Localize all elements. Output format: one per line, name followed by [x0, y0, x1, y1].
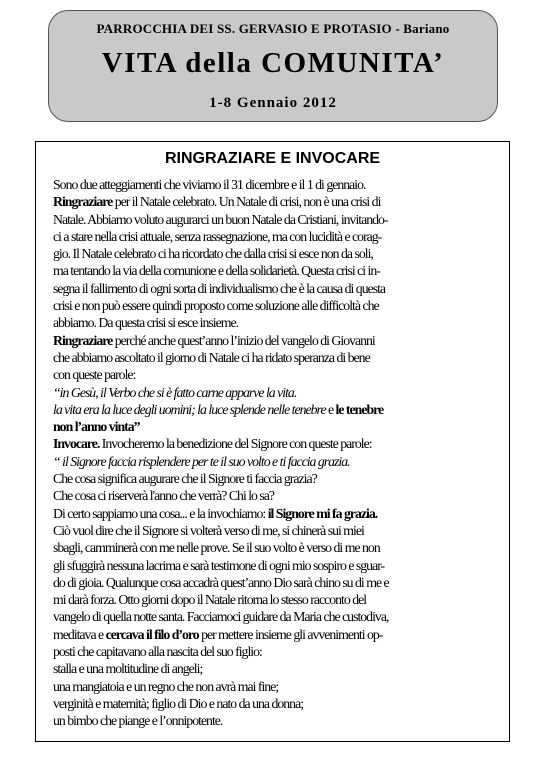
text-line [53, 332, 511, 349]
text-run: un bimbo che piange e l’onnipotente. [53, 713, 223, 729]
text-line [53, 574, 511, 591]
bold-text: il Signore mi fa grazia. [267, 505, 378, 521]
text-line [53, 487, 511, 504]
text-line [53, 314, 511, 331]
text-run: e [325, 401, 336, 417]
text-run: vangelo di quella notte santa. Facciamoci guidare da Maria che custodiva, [53, 609, 389, 625]
text-run: Ciò vuol dire che il Signore si volterà verso di me, si chinerà sui miei [53, 522, 364, 538]
text-run: gli sfuggirà nessuna lacrima e sarà testimone di ogni mio sospiro e sguar- [53, 557, 385, 573]
italic-text: “in Gesù, il Verbo che si è fatto carne apparve la vita. [53, 384, 297, 400]
masthead [48, 10, 498, 122]
text-run: una mangiatoia e un regno che non avrà mai fine; [53, 678, 279, 694]
text-run: mi darà forza. Otto giorni dopo il Natale ritorna lo stesso racconto del [53, 592, 367, 608]
text-line [53, 678, 511, 695]
text-line [53, 211, 511, 228]
text-run: segna il fallimento di ogni sorta di individualismo che è la causa di questa [53, 280, 386, 296]
text-line [53, 176, 511, 193]
text-run: Sono due atteggiamenti che viviamo il 31 dicembre e il 1 di gennaio. [53, 177, 366, 192]
text-run: crisi e non può essere quindi proposto come soluzione alle difficoltà che [53, 298, 379, 314]
bold-text: Ringraziare [53, 194, 113, 210]
text-line [53, 643, 511, 660]
text-run: ci a stare nella crisi attuale, senza rassegnazione, ma con lucidità e corag- [53, 228, 382, 244]
text-run: do di gioia. Qualunque cosa accadrà quest’anno Dio sarà chino su di me e [53, 574, 389, 590]
text-line [53, 539, 511, 556]
text-line [53, 470, 511, 487]
article-body [53, 176, 511, 730]
text-line [53, 297, 511, 314]
text-line [53, 695, 511, 712]
text-run: che abbiamo ascoltato il giorno di Natale ci ha ridato speranza di bene [53, 349, 370, 365]
text-line [53, 245, 511, 262]
text-run: con queste parole: [53, 367, 136, 383]
article-title: RINGRAZIARE E INVOCARE [164, 150, 381, 167]
text-line [53, 608, 511, 625]
text-line [53, 349, 511, 366]
text-run: stalla e una moltitudine di angeli; [53, 661, 203, 677]
text-run: sbagli, camminerà con me nelle prove. Se il suo volto è verso di me non [53, 540, 380, 556]
italic-text: la vita era la luce degli uomini; la luce splende nelle tenebre [53, 401, 326, 417]
text-run: posti che capitavano alla nascita del suo figlio: [53, 644, 262, 660]
text-run: verginità e maternità; figlio di Dio e nato da una donna; [53, 695, 304, 711]
text-run: gio. Il Natale celebrato ci ha ricordato che dalla crisi si esce non da soli, [53, 246, 373, 262]
text-run: ma tentando la via della comunione e della solidarietà. Questa crisi ci in- [53, 263, 380, 279]
text-line [53, 228, 511, 245]
text-line [53, 712, 511, 729]
text-line [53, 660, 511, 677]
text-line [53, 453, 511, 470]
text-line [53, 557, 511, 574]
bold-text: Ringraziare [53, 332, 113, 348]
text-line [53, 522, 511, 539]
text-line [53, 262, 511, 279]
text-line [53, 401, 511, 418]
bold-text: non l’anno vinta” [53, 419, 140, 435]
issue-date: 1-8 Gennaio 2012 [209, 95, 337, 111]
bold-text: cercava il filo d’oro [105, 626, 199, 642]
text-run: Che cosa ci riserverà l'anno che verrà? Chi lo sa? [53, 488, 275, 504]
italic-text: “ il Signore faccia risplendere per te il suo volto e ti faccia grazia. [53, 453, 350, 469]
article-box [35, 141, 510, 742]
text-line [53, 626, 511, 643]
bold-text: le tenebre [335, 401, 384, 417]
bold-text: Invocare. [53, 436, 100, 452]
text-run: per il Natale celebrato. Un Natale di crisi, non è una crisi di [112, 194, 381, 210]
text-run: meditava e [53, 626, 106, 642]
text-run: per mettere insieme gli avvenimenti op- [198, 626, 383, 642]
newsletter-title: VITA della COMUNITA’ [101, 47, 445, 79]
text-line [53, 366, 511, 383]
text-run: Di certo sappiamo una cosa... e la invochiamo: [53, 505, 268, 521]
text-line [53, 384, 511, 401]
text-run: abbiamo. Da questa crisi si esce insieme. [53, 315, 239, 331]
text-line [53, 418, 511, 435]
text-run: Che cosa significa augurare che il Signore ti faccia grazia? [53, 471, 317, 487]
text-line [53, 505, 511, 522]
parish-name: PARROCCHIA DEI SS. GERVASIO E PROTASIO - Bariano [96, 21, 450, 36]
text-line [53, 280, 511, 297]
text-run: perché anche quest’anno l’inizio del vangelo di Giovanni [112, 332, 375, 348]
text-line [53, 435, 511, 452]
text-line [53, 193, 511, 210]
text-run: Natale. Abbiamo voluto augurarci un buon Natale da Cristiani, invitando- [53, 211, 388, 227]
text-run: Invocheremo la benedizione del Signore con queste parole: [99, 436, 372, 452]
text-line [53, 591, 511, 608]
